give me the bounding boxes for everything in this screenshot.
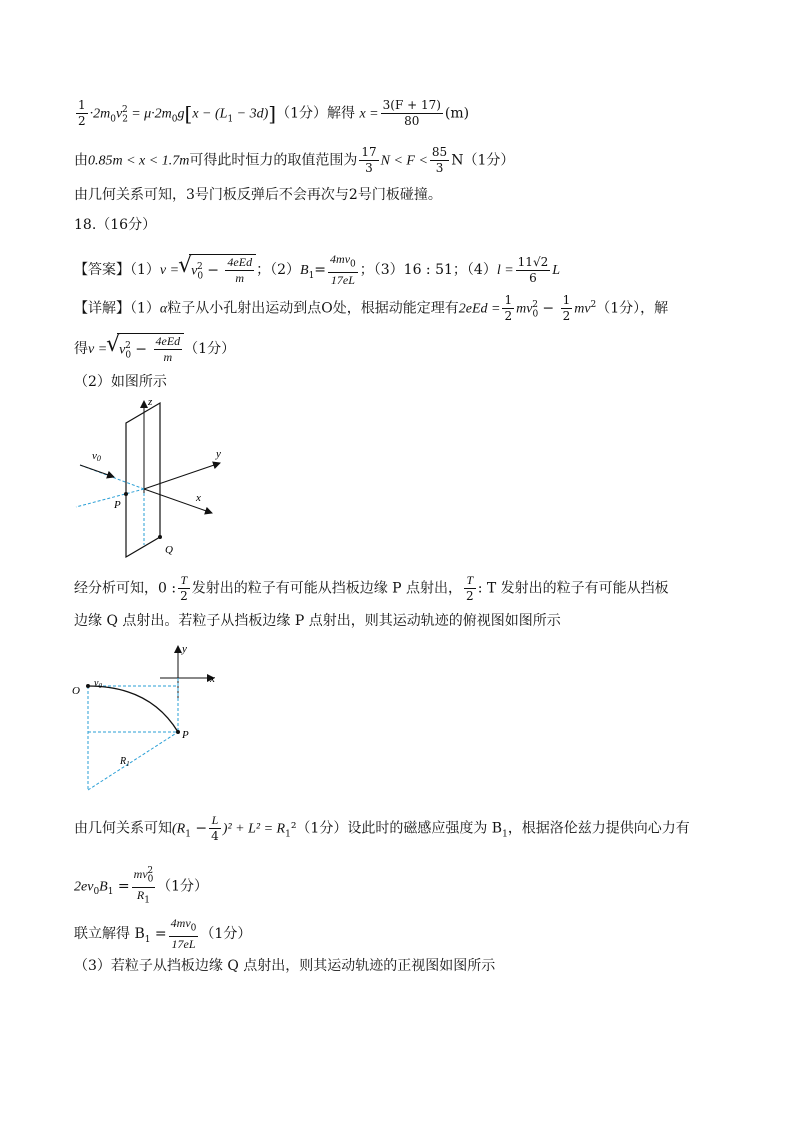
detail-line-1: 【详解】（1）α粒子从小孔射出运动到点O处，根据动能定理有2eEd = $\frac{1}{2}$ $mv_0^2$ − $\frac{1}{2}$ $mv^2(1$分），解 — [74, 293, 669, 323]
part-2-heading: （2）如图所示 — [74, 374, 167, 390]
answer-line: 【答案】（1）v =√ $v_0^2$ − $\frac{\text{4eEd}}{m}$ ；$(2)B_1=$ $\frac{4mv_0}{17eL}$ ；（3）16 : 51；（4）l = $\frac{11√2}{6}$ L — [74, 252, 560, 288]
axis-y-label: y — [216, 448, 221, 460]
point-p-label: P — [114, 499, 121, 511]
lorentz-equation: $2ev_0B_1$ = $\frac{mv_0^2}{R_1}$ （1分） — [74, 866, 209, 906]
v0-label: v0 — [92, 450, 101, 463]
question-18-heading: 18.（16分） — [74, 217, 157, 233]
axis-y-label-2: y — [182, 643, 187, 655]
force-range-text: 由0.85m < x < 1.7m可得此时恒力的取值范围为 $\frac{17}{3}$ N < F < $\frac{85}{3}$ N（1分） — [74, 145, 515, 175]
answer-label: 【答案】 — [74, 262, 130, 279]
analysis-line-2: 边缘 Q 点射出。若粒子从挡板边缘 P 点射出，则其运动轨迹的俯视图如图所示 — [74, 613, 561, 629]
point-q-label: Q — [165, 544, 173, 556]
geometry-conclusion: 由几何关系可知，3号门板反弹后不会再次与2号门板碰撞。 — [74, 187, 442, 203]
axis-z-label: z — [148, 396, 153, 408]
figure-plate-3d — [70, 395, 220, 565]
analysis-line-1: 经分析可知，0 : $\frac{T}{2}$ 发射出的粒子有可能从挡板边缘 P 点射出， $\frac{T}{2}$ : T 发射出的粒子有可能从挡板 — [74, 573, 669, 603]
point-p-label-2: P — [182, 729, 189, 741]
b1-result: 联立解得 $B_1$ = $\frac{4mv_0}{17eL}$ （1分） — [74, 916, 252, 952]
radius-r1-label: $R_1$ — [120, 756, 130, 768]
geometry-equation: 由几何关系可知($R_1$ − $\frac{L}{4}$ )$^2 + L^2 = R_1^2(1$分）设此时的磁感应强度为 $B_1$，根据洛伦兹力提供向心力有 — [74, 813, 690, 843]
axis-x-label: x — [196, 492, 201, 504]
detail-label: 【详解】（1） — [74, 300, 160, 317]
detail-line-2: 得v =√ $v_0^2$ − $\frac{\text{4eEd}}{m}$ （1分） — [74, 333, 235, 365]
axis-x-label-2: x — [210, 673, 215, 685]
part-3-text: （3）若粒子从挡板边缘 Q 点射出，则其运动轨迹的正视图如图所示 — [74, 958, 496, 974]
v0-label-2: $v_0$ — [94, 678, 102, 690]
point-o-label: O — [72, 685, 80, 697]
fraction-half: $\frac{1}{2}$ — [78, 98, 86, 128]
equation-energy: $\frac{1}{2}$ $\cdot 2m_0v_2^2 = \mu\cdot 2m_0g[x - (L_1 - 3d)](1$分）解得 x = $\frac{3(F + 17)}{80}$ (m) — [78, 98, 470, 128]
figure-top-view — [70, 640, 230, 800]
